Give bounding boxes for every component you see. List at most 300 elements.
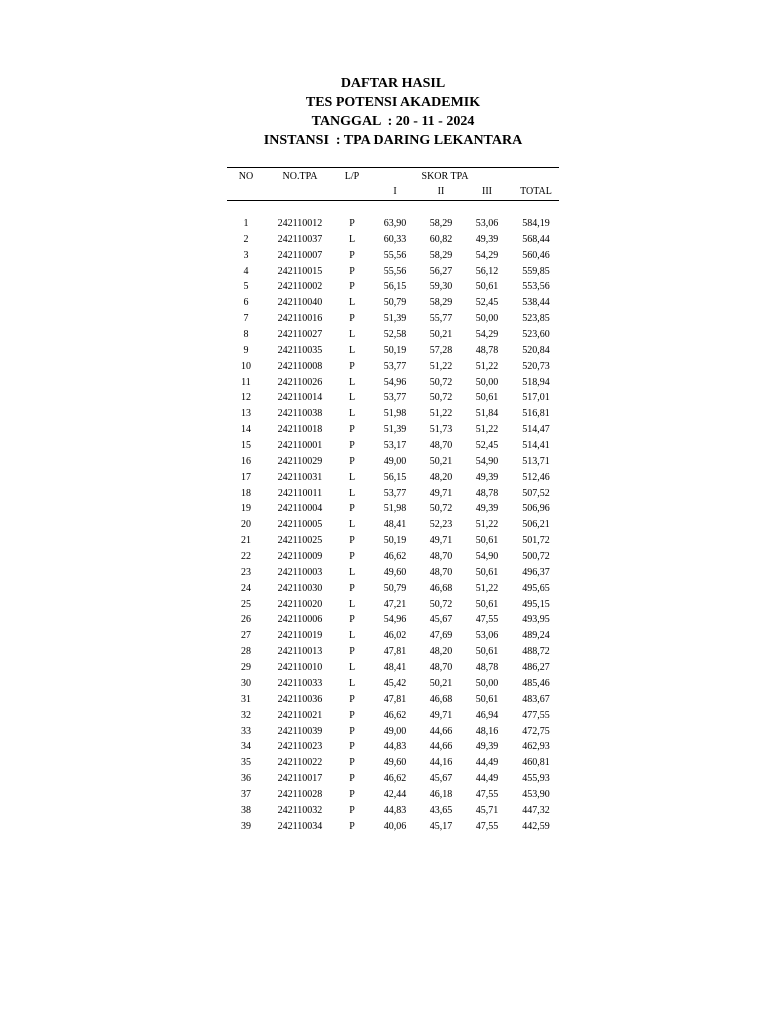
table-row [227,456,559,472]
cell-skor-iii: 44,49 [475,757,499,769]
cell-no-tpa: 242110012 [277,218,323,229]
cell-lp: P [349,218,355,229]
table-row [227,757,559,773]
cell-skor-ii: 45,17 [429,820,453,832]
cell-skor-i: 51,98 [383,503,407,515]
cell-no-tpa: 242110008 [277,360,323,372]
cell-lp: L [348,598,356,610]
cell-total: 506,21 [522,519,550,531]
table-row [227,630,559,646]
cell-skor-iii: 50,61 [475,693,499,705]
table-row [227,408,559,424]
cell-no: 20 [241,519,251,531]
table-body [227,218,559,837]
cell-skor-i: 51,39 [383,313,407,325]
cell-no: 37 [241,788,251,800]
cell-skor-ii: 58,29 [429,218,453,229]
cell-no-tpa: 242110003 [277,566,323,578]
table-row [227,218,559,234]
table-row [227,551,559,567]
cell-skor-ii: 50,21 [429,329,453,341]
cell-skor-iii: 50,00 [475,376,499,388]
cell-no: 13 [241,408,251,420]
cell-skor-i: 55,56 [383,249,407,261]
table-row [227,345,559,361]
cell-skor-ii: 48,20 [429,471,453,483]
header-i: I [393,186,397,197]
cell-no: 11 [241,376,251,388]
cell-skor-iii: 50,61 [475,566,499,578]
cell-skor-ii: 51,73 [429,424,453,436]
cell-no: 38 [241,804,251,816]
cell-total: 489,24 [522,630,550,642]
cell-no: 16 [241,455,251,467]
cell-lp: P [349,424,355,436]
cell-total: 517,01 [522,392,550,404]
cell-skor-iii: 54,90 [475,455,499,467]
table-row [227,250,559,266]
cell-no-tpa: 242110002 [277,281,323,293]
cell-skor-iii: 49,39 [475,233,499,245]
cell-skor-ii: 47,69 [429,630,453,642]
cell-skor-i: 54,96 [383,376,407,388]
cell-skor-i: 53,77 [383,392,407,404]
cell-no: 36 [241,773,251,785]
header-ii: II [437,186,445,197]
table-row [227,234,559,250]
table-row [227,821,559,837]
cell-no: 23 [241,566,251,578]
cell-lp: P [349,773,355,785]
cell-skor-iii: 46,94 [475,709,499,721]
cell-total: 516,81 [522,408,550,420]
cell-total: 584,19 [522,218,550,229]
cell-no-tpa: 242110034 [277,820,323,832]
header-lp: L/P [344,171,360,182]
cell-total: 462,93 [522,741,550,753]
cell-skor-iii: 50,61 [475,281,499,293]
cell-skor-ii: 56,27 [429,265,453,277]
table-row [227,472,559,488]
cell-total: 568,44 [522,233,550,245]
header-skor-tpa: SKOR TPA [421,171,469,182]
cell-lp: L [348,392,356,404]
cell-no-tpa: 242110007 [277,249,323,261]
cell-total: 477,55 [522,709,550,721]
cell-skor-iii: 47,55 [475,788,499,800]
cell-no-tpa: 242110022 [277,757,323,769]
cell-skor-ii: 48,70 [429,551,453,563]
cell-total: 483,67 [522,693,550,705]
cell-no: 19 [241,503,251,515]
cell-skor-iii: 51,22 [475,582,499,594]
cell-lp: L [348,408,356,420]
cell-no-tpa: 242110037 [277,233,323,245]
cell-total: 488,72 [522,646,550,658]
cell-no-tpa: 242110009 [277,551,323,563]
cell-total: 512,46 [522,471,550,483]
cell-no: 27 [241,630,251,642]
cell-lp: L [348,677,356,689]
cell-no-tpa: 242110011 [277,487,323,499]
cell-skor-iii: 48,16 [475,725,499,737]
cell-skor-ii: 48,70 [429,440,453,452]
cell-skor-i: 44,83 [383,804,407,816]
cell-lp: P [349,265,355,277]
cell-skor-iii: 51,84 [475,408,499,420]
cell-lp: L [348,630,356,642]
cell-no-tpa: 242110020 [277,598,323,610]
cell-no-tpa: 242110038 [277,408,323,420]
cell-no: 21 [241,535,251,547]
cell-no: 6 [243,297,249,309]
cell-no: 10 [241,360,251,372]
cell-skor-i: 53,77 [383,360,407,372]
cell-skor-i: 47,81 [383,693,407,705]
cell-no-tpa: 242110016 [277,313,323,325]
cell-no: 39 [241,820,251,832]
cell-skor-iii: 54,29 [475,249,499,261]
cell-skor-ii: 58,29 [429,249,453,261]
cell-no-tpa: 242110019 [277,630,323,642]
cell-skor-iii: 54,29 [475,329,499,341]
cell-no-tpa: 242110039 [277,725,323,737]
title-line-3: TANGGAL : 20 - 11 - 2024 [311,114,475,129]
cell-total: 507,52 [522,487,550,499]
cell-skor-ii: 52,23 [429,519,453,531]
cell-skor-iii: 44,49 [475,773,499,785]
cell-skor-i: 46,62 [383,551,407,563]
cell-total: 486,27 [522,662,550,674]
cell-total: 495,65 [522,582,550,594]
cell-skor-i: 49,60 [383,757,407,769]
cell-no: 33 [241,725,251,737]
cell-skor-ii: 43,65 [429,804,453,816]
cell-skor-i: 50,79 [383,582,407,594]
cell-total: 472,75 [522,725,550,737]
cell-skor-ii: 51,22 [429,408,453,420]
cell-skor-i: 47,21 [383,598,407,610]
cell-skor-iii: 50,61 [475,392,499,404]
cell-no: 30 [241,677,251,689]
cell-total: 559,85 [522,265,550,277]
cell-no: 4 [243,265,249,277]
cell-skor-iii: 50,61 [475,535,499,547]
cell-lp: L [348,519,356,531]
cell-total: 514,41 [522,440,550,452]
cell-skor-iii: 50,00 [475,313,499,325]
cell-skor-iii: 48,78 [475,344,499,356]
cell-skor-i: 49,00 [383,725,407,737]
cell-skor-i: 54,96 [383,614,407,626]
header-no: NO [238,171,254,182]
cell-skor-iii: 50,61 [475,646,499,658]
cell-lp: P [349,693,355,705]
title-line-1: DAFTAR HASIL [340,76,446,91]
table-row [227,488,559,504]
cell-no: 18 [241,487,251,499]
cell-skor-ii: 49,71 [429,487,453,499]
cell-total: 553,56 [522,281,550,293]
cell-lp: P [349,788,355,800]
table-row [227,599,559,615]
cell-skor-iii: 49,39 [475,471,499,483]
cell-no: 8 [243,329,249,341]
cell-skor-iii: 50,61 [475,598,499,610]
cell-total: 495,15 [522,598,550,610]
cell-lp: P [349,582,355,594]
cell-no: 28 [241,646,251,658]
cell-total: 501,72 [522,535,550,547]
header-total: TOTAL [520,186,552,197]
cell-lp: P [349,281,355,293]
cell-lp: P [349,535,355,547]
cell-lp: P [349,804,355,816]
cell-total: 447,32 [522,804,550,816]
table-row [227,583,559,599]
results-table [227,167,559,837]
cell-no-tpa: 242110026 [277,376,323,388]
cell-skor-iii: 47,55 [475,614,499,626]
cell-skor-ii: 46,68 [429,693,453,705]
cell-no: 1 [243,218,249,229]
cell-skor-ii: 59,30 [429,281,453,293]
cell-skor-ii: 51,22 [429,360,453,372]
cell-skor-i: 56,15 [383,471,407,483]
cell-skor-iii: 51,22 [475,519,499,531]
cell-skor-ii: 48,20 [429,646,453,658]
table-row [227,535,559,551]
cell-skor-ii: 50,72 [429,376,453,388]
cell-no: 12 [241,392,251,404]
cell-skor-ii: 45,67 [429,614,453,626]
cell-skor-ii: 50,21 [429,455,453,467]
cell-skor-iii: 48,78 [475,487,499,499]
cell-no: 14 [241,424,251,436]
cell-no: 22 [241,551,251,563]
cell-lp: P [349,709,355,721]
cell-no-tpa: 242110017 [277,773,323,785]
cell-no: 7 [243,313,249,325]
cell-no-tpa: 242110014 [277,392,323,404]
table-row [227,266,559,282]
cell-skor-ii: 50,72 [429,503,453,515]
cell-no-tpa: 242110006 [277,614,323,626]
cell-no-tpa: 242110013 [277,646,323,658]
table-row [227,424,559,440]
cell-skor-iii: 49,39 [475,503,499,515]
cell-lp: P [349,249,355,261]
cell-no: 29 [241,662,251,674]
table-row [227,614,559,630]
cell-skor-i: 49,60 [383,566,407,578]
cell-total: 442,59 [522,820,550,832]
cell-skor-ii: 58,29 [429,297,453,309]
header-no-tpa: NO.TPA [282,171,318,182]
cell-total: 523,85 [522,313,550,325]
cell-no: 24 [241,582,251,594]
table-row [227,646,559,662]
table-row [227,678,559,694]
cell-lp: P [349,503,355,515]
cell-lp: L [348,297,356,309]
cell-no-tpa: 242110001 [277,440,323,452]
cell-total: 520,73 [522,360,550,372]
cell-skor-i: 42,44 [383,788,407,800]
table-row [227,694,559,710]
cell-no-tpa: 242110031 [277,471,323,483]
cell-total: 493,95 [522,614,550,626]
table-row [227,710,559,726]
table-row [227,805,559,821]
cell-no-tpa: 242110030 [277,582,323,594]
cell-lp: L [348,329,356,341]
cell-skor-i: 51,39 [383,424,407,436]
cell-skor-i: 60,33 [383,233,407,245]
cell-skor-iii: 47,55 [475,820,499,832]
cell-skor-ii: 46,18 [429,788,453,800]
document-title [0,74,768,150]
cell-skor-iii: 48,78 [475,662,499,674]
cell-total: 460,81 [522,757,550,769]
cell-skor-i: 44,83 [383,741,407,753]
cell-total: 500,72 [522,551,550,563]
cell-no-tpa: 242110010 [277,662,323,674]
cell-no-tpa: 242110015 [277,265,323,277]
cell-no-tpa: 242110036 [277,693,323,705]
cell-skor-ii: 44,66 [429,741,453,753]
cell-no-tpa: 242110032 [277,804,323,816]
cell-total: 513,71 [522,455,550,467]
cell-skor-ii: 44,16 [429,757,453,769]
cell-skor-iii: 52,45 [475,297,499,309]
cell-skor-iii: 49,39 [475,741,499,753]
cell-skor-i: 40,06 [383,820,407,832]
cell-skor-i: 52,58 [383,329,407,341]
table-row [227,329,559,345]
cell-skor-ii: 48,70 [429,566,453,578]
cell-skor-ii: 60,82 [429,233,453,245]
cell-lp: P [349,820,355,832]
cell-skor-i: 48,41 [383,662,407,674]
cell-no-tpa: 242110021 [277,709,323,721]
cell-skor-i: 46,62 [383,709,407,721]
cell-skor-i: 45,42 [383,677,407,689]
cell-no: 31 [241,693,251,705]
cell-no: 9 [243,344,249,356]
cell-lp: P [349,614,355,626]
cell-skor-i: 63,90 [383,218,407,229]
cell-lp: L [348,471,356,483]
cell-skor-i: 50,19 [383,535,407,547]
cell-skor-iii: 51,22 [475,360,499,372]
table-row [227,440,559,456]
cell-lp: P [349,725,355,737]
table-row [227,377,559,393]
cell-no-tpa: 242110033 [277,677,323,689]
cell-no-tpa: 242110023 [277,741,323,753]
cell-skor-ii: 55,77 [429,313,453,325]
cell-no-tpa: 242110005 [277,519,323,531]
cell-no: 35 [241,757,251,769]
cell-no-tpa: 242110004 [277,503,323,515]
title-line-2: TES POTENSI AKADEMIK [305,95,481,110]
cell-skor-iii: 45,71 [475,804,499,816]
cell-skor-ii: 45,67 [429,773,453,785]
cell-total: 453,90 [522,788,550,800]
table-row [227,662,559,678]
table-row [227,361,559,377]
cell-lp: L [348,233,356,245]
cell-skor-ii: 44,66 [429,725,453,737]
cell-no-tpa: 242110028 [277,788,323,800]
cell-lp: P [349,360,355,372]
cell-no: 15 [241,440,251,452]
cell-no: 17 [241,471,251,483]
cell-skor-iii: 51,22 [475,424,499,436]
cell-total: 523,60 [522,329,550,341]
cell-no: 3 [243,249,249,261]
cell-skor-ii: 46,68 [429,582,453,594]
table-row [227,392,559,408]
cell-skor-ii: 50,21 [429,677,453,689]
cell-no: 5 [243,281,249,293]
cell-lp: L [348,662,356,674]
cell-skor-i: 46,62 [383,773,407,785]
cell-skor-ii: 49,71 [429,535,453,547]
cell-skor-iii: 50,00 [475,677,499,689]
cell-skor-ii: 50,72 [429,598,453,610]
cell-skor-i: 56,15 [383,281,407,293]
cell-lp: P [349,440,355,452]
cell-lp: L [348,376,356,388]
table-row [227,726,559,742]
cell-no: 2 [243,233,249,245]
cell-no: 25 [241,598,251,610]
cell-skor-iii: 53,06 [475,218,499,229]
cell-skor-i: 55,56 [383,265,407,277]
cell-lp: L [348,344,356,356]
cell-skor-iii: 54,90 [475,551,499,563]
table-row [227,281,559,297]
cell-skor-i: 46,02 [383,630,407,642]
table-row [227,297,559,313]
cell-lp: L [348,566,356,578]
cell-skor-i: 47,81 [383,646,407,658]
table-row [227,503,559,519]
cell-no: 26 [241,614,251,626]
cell-total: 520,84 [522,344,550,356]
cell-skor-i: 49,00 [383,455,407,467]
cell-skor-i: 51,98 [383,408,407,420]
table-row [227,741,559,757]
cell-total: 506,96 [522,503,550,515]
cell-no-tpa: 242110029 [277,455,323,467]
cell-total: 514,47 [522,424,550,436]
cell-lp: P [349,757,355,769]
cell-skor-i: 48,41 [383,519,407,531]
table-row [227,773,559,789]
cell-total: 560,46 [522,249,550,261]
cell-skor-ii: 57,28 [429,344,453,356]
cell-skor-ii: 50,72 [429,392,453,404]
cell-lp: P [349,455,355,467]
cell-no-tpa: 242110040 [277,297,323,309]
table-row [227,789,559,805]
cell-skor-i: 50,79 [383,297,407,309]
cell-skor-iii: 52,45 [475,440,499,452]
cell-total: 538,44 [522,297,550,309]
